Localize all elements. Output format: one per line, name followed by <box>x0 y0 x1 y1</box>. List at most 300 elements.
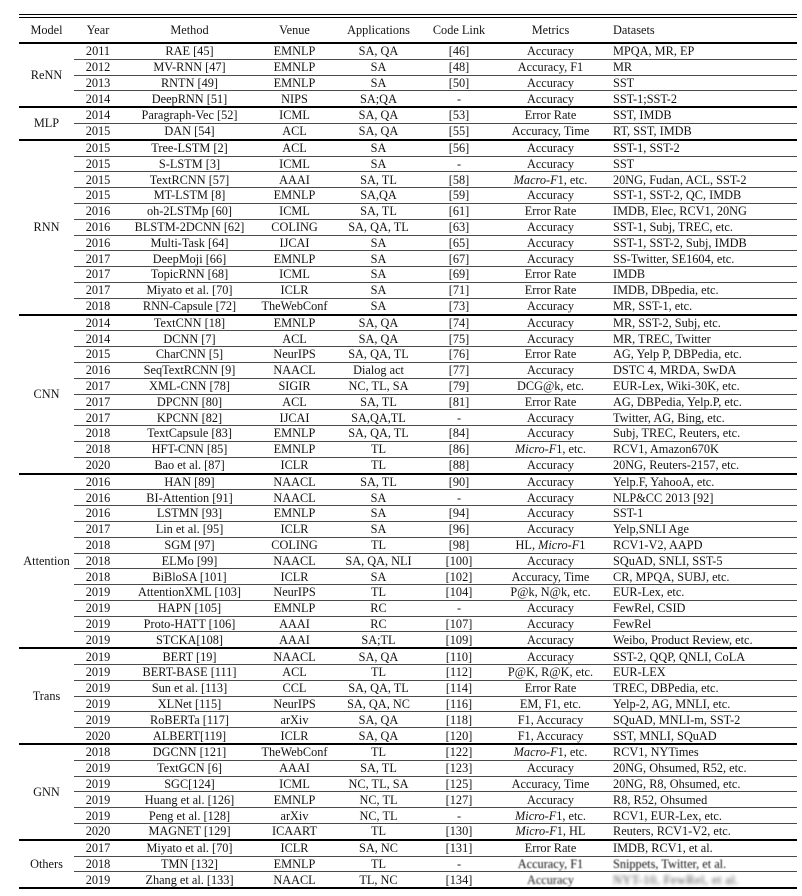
cell-datasets: IMDB, Elec, RCV1, 20NG <box>608 203 797 219</box>
table-row <box>19 203 797 219</box>
cell-year: 2015 <box>74 156 122 172</box>
cell-method: AttentionXML [103] <box>122 585 257 601</box>
cell-method: Miyato et al. [70] <box>122 840 257 856</box>
cell-metrics: Accuracy <box>493 298 608 314</box>
cell-applications: SA <box>332 521 425 537</box>
table-row <box>19 331 797 347</box>
table-row <box>19 792 797 808</box>
cell-venue: ICML <box>257 267 332 283</box>
cell-datasets: SST-1 <box>608 506 797 522</box>
cell-code-link-ref[interactable]: [63] <box>425 219 493 235</box>
cell-metrics: Accuracy <box>493 553 608 569</box>
table-row <box>19 600 797 616</box>
cell-year: 2019 <box>74 872 122 888</box>
cell-code-link-ref: - <box>425 600 493 616</box>
cell-applications: SA, TL <box>332 172 425 188</box>
cell-method: ELMo [99] <box>122 553 257 569</box>
cell-applications: SA, TL <box>332 394 425 410</box>
cell-code-link-ref[interactable]: [122] <box>425 744 493 760</box>
cell-datasets: MR, TREC, Twitter <box>608 331 797 347</box>
cell-code-link-ref[interactable]: [100] <box>425 553 493 569</box>
cell-code-link-ref[interactable]: [116] <box>425 696 493 712</box>
column-header-method: Method <box>122 16 257 43</box>
cell-metrics: Accuracy <box>493 331 608 347</box>
cell-year: 2015 <box>74 123 122 139</box>
deep-learning-methods-table <box>19 14 797 889</box>
cell-datasets: FewRel <box>608 616 797 632</box>
cell-metrics: Accuracy <box>493 251 608 267</box>
cell-applications: SA <box>332 140 425 156</box>
cell-code-link-ref[interactable]: [79] <box>425 378 493 394</box>
cell-datasets: Yelp-2, AG, MNLI, etc. <box>608 696 797 712</box>
cell-method: SGM [97] <box>122 537 257 553</box>
cell-datasets: SQuAD, MNLI-m, SST-2 <box>608 712 797 728</box>
cell-venue: ACL <box>257 331 332 347</box>
cell-venue: IJCAI <box>257 410 332 426</box>
cell-code-link-ref[interactable]: [67] <box>425 251 493 267</box>
column-header-venue: Venue <box>257 16 332 43</box>
cell-applications: SA, QA <box>332 712 425 728</box>
cell-method: TopicRNN [68] <box>122 267 257 283</box>
cell-code-link-ref[interactable]: [74] <box>425 315 493 331</box>
cell-code-link-ref[interactable]: [75] <box>425 331 493 347</box>
cell-datasets: RCV1, EUR-Lex, etc. <box>608 808 797 824</box>
cell-year: 2017 <box>74 521 122 537</box>
cell-datasets: MR, SST-2, Subj, etc. <box>608 315 797 331</box>
column-header-code-link: Code Link <box>425 16 493 43</box>
cell-venue: NAACL <box>257 553 332 569</box>
table-row <box>19 156 797 172</box>
cell-method: BERT-BASE [111] <box>122 665 257 681</box>
model-group-label: RNN <box>19 140 74 315</box>
cell-applications: SA, QA, TL <box>332 680 425 696</box>
cell-code-link-ref[interactable]: [71] <box>425 282 493 298</box>
table-row <box>19 251 797 267</box>
cell-datasets: SST-2, QQP, QNLI, CoLA <box>608 648 797 664</box>
cell-applications: SA, QA <box>332 331 425 347</box>
cell-metrics: Accuracy <box>493 490 608 506</box>
table-row <box>19 140 797 156</box>
cell-datasets: SST <box>608 156 797 172</box>
cell-datasets: 20NG, Ohsumed, R52, etc. <box>608 760 797 776</box>
cell-applications: SA;QA <box>332 91 425 107</box>
cell-year: 2018 <box>74 744 122 760</box>
cell-code-link-ref[interactable]: [50] <box>425 75 493 91</box>
cell-method: STCKA[108] <box>122 632 257 648</box>
cell-applications: SA, QA <box>332 43 425 59</box>
cell-code-link-ref[interactable]: [73] <box>425 298 493 314</box>
cell-year: 2016 <box>74 203 122 219</box>
cell-metrics: HL, Micro-F1 <box>493 537 608 553</box>
cell-venue: NAACL <box>257 648 332 664</box>
table-row <box>19 457 797 473</box>
cell-code-link-ref[interactable]: [84] <box>425 426 493 442</box>
table-row <box>19 490 797 506</box>
cell-applications: SA <box>332 282 425 298</box>
cell-code-link-ref[interactable]: [77] <box>425 362 493 378</box>
cell-venue: CCL <box>257 680 332 696</box>
cell-metrics: Accuracy <box>493 648 608 664</box>
cell-datasets: EUR-Lex, Wiki-30K, etc. <box>608 378 797 394</box>
cell-venue: ACL <box>257 394 332 410</box>
table-row <box>19 172 797 188</box>
table-row <box>19 665 797 681</box>
cell-code-link-ref[interactable]: [69] <box>425 267 493 283</box>
cell-datasets: RT, SST, IMDB <box>608 123 797 139</box>
cell-year: 2019 <box>74 585 122 601</box>
table-row <box>19 521 797 537</box>
cell-code-link-ref[interactable]: [102] <box>425 569 493 585</box>
cell-year: 2020 <box>74 728 122 744</box>
cell-datasets: SST, IMDB <box>608 107 797 123</box>
cell-year: 2019 <box>74 648 122 664</box>
cell-method: Sun et al. [113] <box>122 680 257 696</box>
cell-code-link-ref[interactable]: [59] <box>425 188 493 204</box>
cell-venue: EMNLP <box>257 506 332 522</box>
table-row <box>19 616 797 632</box>
cell-applications: SA, QA, TL <box>332 426 425 442</box>
cell-code-link-ref[interactable]: [123] <box>425 760 493 776</box>
cell-applications: SA <box>332 156 425 172</box>
cell-code-link-ref[interactable]: [46] <box>425 43 493 59</box>
cell-code-link-ref[interactable]: [86] <box>425 441 493 457</box>
cell-code-link-ref[interactable]: [112] <box>425 665 493 681</box>
cell-code-link-ref[interactable]: [130] <box>425 824 493 840</box>
cell-code-link-ref[interactable]: [114] <box>425 680 493 696</box>
cell-code-link-ref[interactable]: [107] <box>425 616 493 632</box>
table-row <box>19 760 797 776</box>
table-row <box>19 696 797 712</box>
cell-metrics: Accuracy <box>493 75 608 91</box>
cell-datasets: NLP&CC 2013 [92] <box>608 490 797 506</box>
cell-method: oh-2LSTMp [60] <box>122 203 257 219</box>
cell-code-link-ref[interactable]: [120] <box>425 728 493 744</box>
cell-year: 2020 <box>74 457 122 473</box>
cell-applications: NC, TL <box>332 808 425 824</box>
cell-venue: NeurIPS <box>257 585 332 601</box>
cell-venue: EMNLP <box>257 188 332 204</box>
cell-datasets: IMDB, DBpedia, etc. <box>608 282 797 298</box>
cell-datasets: EUR-LEX <box>608 665 797 681</box>
cell-venue: ACL <box>257 140 332 156</box>
cell-datasets: IMDB, RCV1, et al. <box>608 840 797 856</box>
cell-applications: SA <box>332 506 425 522</box>
table-row <box>19 632 797 648</box>
cell-year: 2015 <box>74 188 122 204</box>
column-header-applications: Applications <box>332 16 425 43</box>
cell-year: 2015 <box>74 140 122 156</box>
cell-year: 2019 <box>74 600 122 616</box>
cell-venue: EMNLP <box>257 251 332 267</box>
cell-venue: COLING <box>257 219 332 235</box>
table-row <box>19 712 797 728</box>
cell-datasets: AG, Yelp P, DBPedia, etc. <box>608 347 797 363</box>
cell-code-link-ref[interactable]: [76] <box>425 347 493 363</box>
cell-year: 2017 <box>74 267 122 283</box>
cell-code-link-ref[interactable]: [125] <box>425 776 493 792</box>
cell-code-link-ref[interactable]: [109] <box>425 632 493 648</box>
cell-method: BERT [19] <box>122 648 257 664</box>
cell-code-link-ref[interactable]: [90] <box>425 474 493 490</box>
cell-applications: SA <box>332 235 425 251</box>
model-group-label: GNN <box>19 744 74 840</box>
cell-method: HAN [89] <box>122 474 257 490</box>
table-row <box>19 91 797 107</box>
cell-method: DeepRNN [51] <box>122 91 257 107</box>
cell-applications: SA, QA <box>332 107 425 123</box>
cell-metrics: Accuracy <box>493 219 608 235</box>
cell-venue: AAAI <box>257 632 332 648</box>
cell-code-link-ref[interactable]: [96] <box>425 521 493 537</box>
cell-metrics: F1, Accuracy <box>493 712 608 728</box>
cell-applications: TL, NC <box>332 872 425 888</box>
cell-year: 2018 <box>74 553 122 569</box>
cell-year: 2013 <box>74 75 122 91</box>
cell-code-link-ref[interactable]: [131] <box>425 840 493 856</box>
cell-method: BLSTM-2DCNN [62] <box>122 219 257 235</box>
cell-venue: EMNLP <box>257 426 332 442</box>
cell-applications: SA <box>332 298 425 314</box>
table-row <box>19 856 797 872</box>
cell-code-link-ref[interactable]: [61] <box>425 203 493 219</box>
cell-year: 2017 <box>74 378 122 394</box>
cell-method: RAE [45] <box>122 43 257 59</box>
cell-metrics: Accuracy <box>493 600 608 616</box>
cell-metrics: Accuracy, Time <box>493 569 608 585</box>
column-header-metrics: Metrics <box>493 16 608 43</box>
cell-year: 2017 <box>74 282 122 298</box>
cell-applications: SA, QA, NC <box>332 696 425 712</box>
cell-venue: EMNLP <box>257 600 332 616</box>
cell-year: 2015 <box>74 347 122 363</box>
cell-method: MT-LSTM [8] <box>122 188 257 204</box>
cell-metrics: Accuracy <box>493 156 608 172</box>
table-row <box>19 840 797 856</box>
cell-metrics: Accuracy <box>493 188 608 204</box>
cell-year: 2017 <box>74 394 122 410</box>
column-header-model: Model <box>19 16 74 43</box>
cell-applications: TL <box>332 665 425 681</box>
cell-metrics: Micro-F1, etc. <box>493 808 608 824</box>
cell-method: DAN [54] <box>122 123 257 139</box>
cell-datasets: Subj, TREC, Reuters, etc. <box>608 426 797 442</box>
cell-method: Bao et al. [87] <box>122 457 257 473</box>
table-row <box>19 59 797 75</box>
cell-code-link-ref[interactable]: [48] <box>425 59 493 75</box>
cell-year: 2019 <box>74 776 122 792</box>
cell-code-link-ref: - <box>425 410 493 426</box>
cell-venue: IJCAI <box>257 235 332 251</box>
cell-metrics: P@k, N@k, etc. <box>493 585 608 601</box>
cell-year: 2018 <box>74 569 122 585</box>
cell-applications: SA <box>332 569 425 585</box>
cell-year: 2018 <box>74 426 122 442</box>
cell-year: 2014 <box>74 91 122 107</box>
cell-method: LSTMN [93] <box>122 506 257 522</box>
cell-code-link-ref[interactable]: [65] <box>425 235 493 251</box>
table-row <box>19 362 797 378</box>
cell-metrics: Accuracy <box>493 140 608 156</box>
cell-metrics: Accuracy, Time <box>493 123 608 139</box>
table-row <box>19 107 797 123</box>
cell-datasets: SST-1, Subj, TREC, etc. <box>608 219 797 235</box>
cell-datasets: MR, SST-1, etc. <box>608 298 797 314</box>
cell-metrics: Accuracy <box>493 792 608 808</box>
cell-applications: SA <box>332 75 425 91</box>
cell-datasets: TREC, DBPedia, etc. <box>608 680 797 696</box>
cell-year: 2018 <box>74 856 122 872</box>
table-row <box>19 474 797 490</box>
cell-venue: arXiv <box>257 808 332 824</box>
cell-code-link-ref[interactable]: [134] <box>425 872 493 888</box>
cell-code-link-ref[interactable]: [98] <box>425 537 493 553</box>
cell-code-link-ref[interactable]: [104] <box>425 585 493 601</box>
cell-metrics: Error Rate <box>493 840 608 856</box>
cell-metrics: Accuracy <box>493 315 608 331</box>
cell-code-link-ref[interactable]: [58] <box>425 172 493 188</box>
table-row <box>19 410 797 426</box>
cell-datasets: SS-Twitter, SE1604, etc. <box>608 251 797 267</box>
cell-method: MAGNET [129] <box>122 824 257 840</box>
cell-year: 2014 <box>74 331 122 347</box>
cell-code-link-ref[interactable]: [127] <box>425 792 493 808</box>
cell-metrics: Error Rate <box>493 203 608 219</box>
cell-applications: SA, QA <box>332 315 425 331</box>
cell-venue: ICML <box>257 776 332 792</box>
cell-venue: TheWebConf <box>257 298 332 314</box>
cell-code-link-ref[interactable]: [56] <box>425 140 493 156</box>
cell-method: ALBERT[119] <box>122 728 257 744</box>
cell-venue: ICML <box>257 107 332 123</box>
cell-applications: SA, QA <box>332 728 425 744</box>
cell-datasets: RCV1-V2, AAPD <box>608 537 797 553</box>
cell-method: DCNN [7] <box>122 331 257 347</box>
cell-metrics: Error Rate <box>493 347 608 363</box>
cell-datasets: AG, DBPedia, Yelp.P, etc. <box>608 394 797 410</box>
cell-method: Proto-HATT [106] <box>122 616 257 632</box>
cell-venue: ICLR <box>257 840 332 856</box>
cell-metrics: Micro-F1, HL <box>493 824 608 840</box>
cell-applications: SA <box>332 267 425 283</box>
cell-datasets: EUR-Lex, etc. <box>608 585 797 601</box>
cell-applications: RC <box>332 616 425 632</box>
cell-venue: AAAI <box>257 616 332 632</box>
cell-metrics: Accuracy <box>493 43 608 59</box>
cell-method: HAPN [105] <box>122 600 257 616</box>
cell-applications: TL <box>332 441 425 457</box>
cell-method: RNN-Capsule [72] <box>122 298 257 314</box>
table-row <box>19 315 797 331</box>
cell-method: Peng et al. [128] <box>122 808 257 824</box>
cell-applications: NC, TL, SA <box>332 378 425 394</box>
cell-code-link-ref[interactable]: [110] <box>425 648 493 664</box>
table-row <box>19 441 797 457</box>
cell-datasets: 20NG, R8, Ohsumed, etc. <box>608 776 797 792</box>
cell-code-link-ref: - <box>425 156 493 172</box>
cell-method: Zhang et al. [133] <box>122 872 257 888</box>
cell-datasets: Snippets, Twitter, et al. <box>608 856 797 872</box>
cell-venue: NAACL <box>257 490 332 506</box>
cell-year: 2016 <box>74 506 122 522</box>
cell-metrics: Accuracy <box>493 362 608 378</box>
table-row <box>19 648 797 664</box>
cell-applications: SA <box>332 490 425 506</box>
cell-code-link-ref[interactable]: [118] <box>425 712 493 728</box>
table-row <box>19 776 797 792</box>
cell-metrics: Accuracy <box>493 616 608 632</box>
cell-venue: TheWebConf <box>257 744 332 760</box>
cell-applications: SA, TL <box>332 203 425 219</box>
cell-code-link-ref: - <box>425 91 493 107</box>
cell-applications: TL <box>332 856 425 872</box>
model-group-label: CNN <box>19 315 74 474</box>
cell-venue: NAACL <box>257 474 332 490</box>
cell-datasets: SST-1, SST-2, QC, IMDB <box>608 188 797 204</box>
cell-datasets: SST-1;SST-2 <box>608 91 797 107</box>
cell-method: BiBloSA [101] <box>122 569 257 585</box>
table-row <box>19 347 797 363</box>
cell-venue: EMNLP <box>257 75 332 91</box>
cell-code-link-ref[interactable]: [88] <box>425 457 493 473</box>
cell-datasets: 20NG, Fudan, ACL, SST-2 <box>608 172 797 188</box>
cell-metrics: Macro-F1, etc. <box>493 744 608 760</box>
cell-applications: SA, TL <box>332 474 425 490</box>
table-header-row <box>19 16 797 43</box>
cell-year: 2012 <box>74 59 122 75</box>
cell-metrics: Macro-F1, etc. <box>493 172 608 188</box>
cell-method: KPCNN [82] <box>122 410 257 426</box>
cell-venue: ICLR <box>257 728 332 744</box>
cell-applications: SA, TL <box>332 760 425 776</box>
cell-applications: SA, QA, NLI <box>332 553 425 569</box>
cell-applications: Dialog act <box>332 362 425 378</box>
table-row <box>19 394 797 410</box>
cell-datasets: SST, MNLI, SQuAD <box>608 728 797 744</box>
cell-method: TextGCN [6] <box>122 760 257 776</box>
model-group-label: MLP <box>19 107 74 140</box>
cell-venue: ICLR <box>257 282 332 298</box>
cell-method: BI-Attention [91] <box>122 490 257 506</box>
cell-method: CharCNN [5] <box>122 347 257 363</box>
cell-venue: AAAI <box>257 760 332 776</box>
cell-method: Huang et al. [126] <box>122 792 257 808</box>
cell-year: 2015 <box>74 172 122 188</box>
cell-method: S-LSTM [3] <box>122 156 257 172</box>
cell-metrics: DCG@k, etc. <box>493 378 608 394</box>
cell-applications: RC <box>332 600 425 616</box>
table-row <box>19 219 797 235</box>
model-group-label: Attention <box>19 474 74 649</box>
cell-venue: ICML <box>257 203 332 219</box>
cell-year: 2016 <box>74 362 122 378</box>
cell-venue: ACL <box>257 123 332 139</box>
cell-year: 2020 <box>74 824 122 840</box>
cell-venue: EMNLP <box>257 792 332 808</box>
cell-year: 2016 <box>74 235 122 251</box>
cell-year: 2019 <box>74 665 122 681</box>
cell-datasets: RCV1, Amazon670K <box>608 441 797 457</box>
cell-metrics: Error Rate <box>493 394 608 410</box>
cell-code-link-ref: - <box>425 490 493 506</box>
cell-code-link-ref[interactable]: [81] <box>425 394 493 410</box>
cell-code-link-ref[interactable]: [53] <box>425 107 493 123</box>
cell-metrics: Error Rate <box>493 282 608 298</box>
cell-code-link-ref[interactable]: [55] <box>425 123 493 139</box>
cell-method: Lin et al. [95] <box>122 521 257 537</box>
cell-metrics: Accuracy <box>493 235 608 251</box>
cell-code-link-ref[interactable]: [94] <box>425 506 493 522</box>
table-row <box>19 553 797 569</box>
